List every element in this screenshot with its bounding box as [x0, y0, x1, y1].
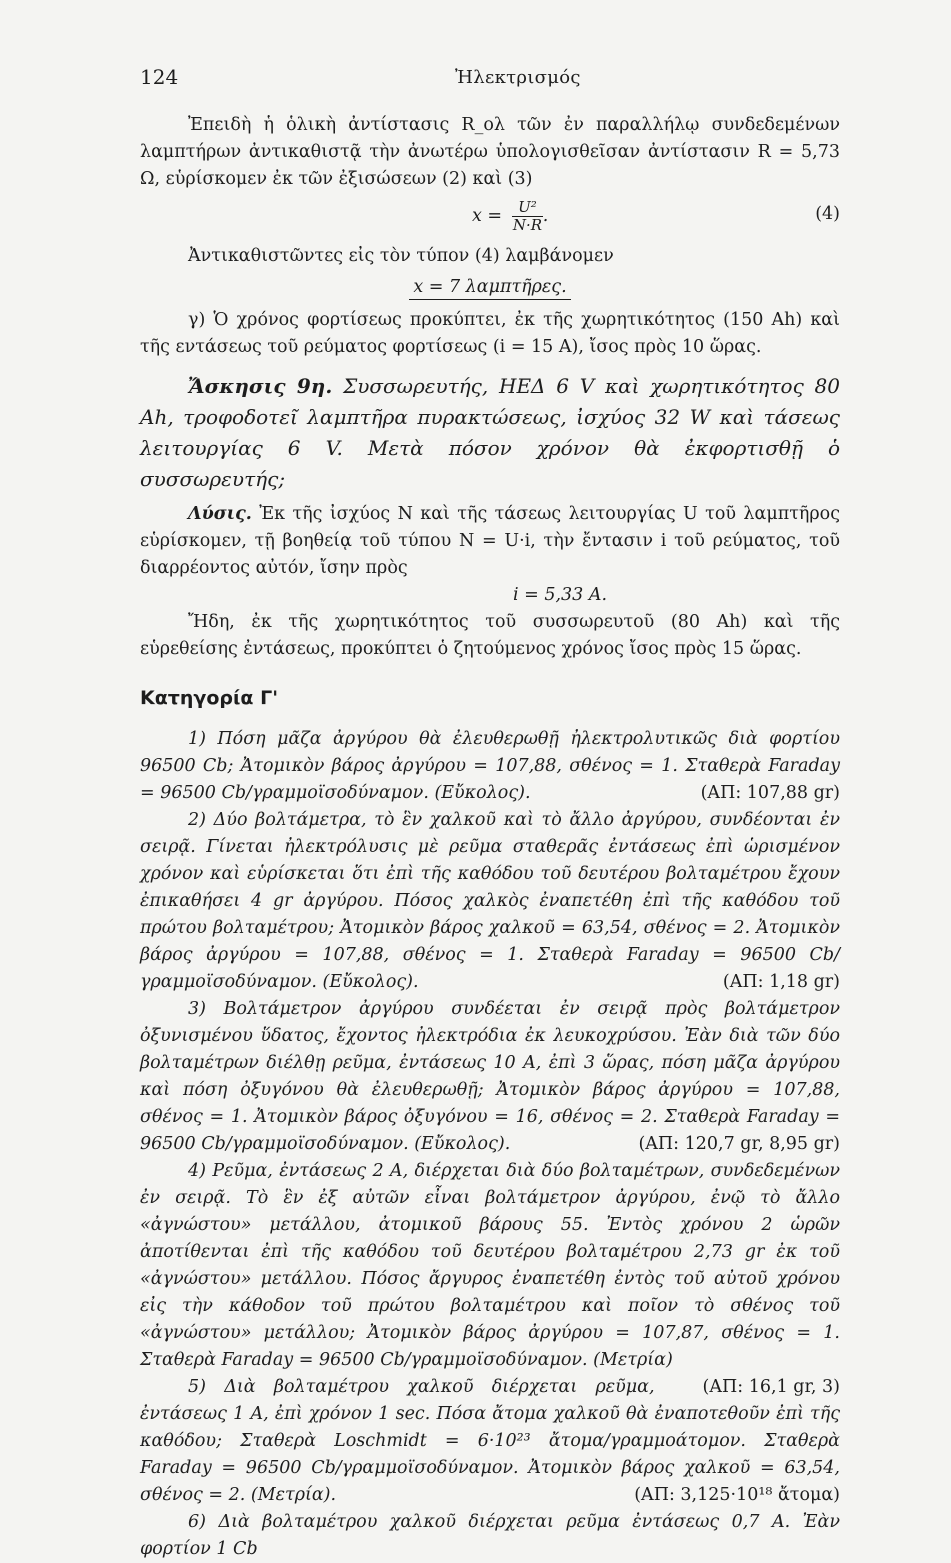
formula	[472, 199, 548, 233]
paragraph-gamma: γ) Ὁ χρόνος φορτίσεως προκύπτει, ἐκ τῆς χωρητικότητος (150 Ah) καὶ τῆς εντάσεως τοῦ ρεύματος φορτίσεως (i = 15 A), ἴσος πρὸς 10 ὥρας.	[140, 310, 840, 357]
formula-lhs: x =	[472, 205, 503, 226]
problem-text: Ρεῦμα, ἐντάσεως 2 A, διέρχεται διὰ δύο βολταμέτρων, συνδεδεμένων ἐν σειρᾷ. Τὸ ἓν ἐξ αὐτῶν εἶναι βολτάμετρον ἀργύρου, ἐνῷ τὸ ἄλλο «ἀγνώστου» μετάλλου, ἀτομικοῦ βάρους 55. Ἐντὸς χρόνου 2 ὡρῶν ἀποτίθενται ἐπὶ τῆς καθόδου τοῦ δευτέρου βολταμέτρου 2,73 gr ἐκ τοῦ «ἀγνώστου» μετάλλου. Πόσος ἄργυρος ἐναπετέθη ἐντὸς τοῦ αὐτοῦ χρόνου εἰς τὴν κάθοδον τοῦ πρώτου βολταμέτρου καὶ ποῖον τὸ σθένος τοῦ «ἀγνώστου» μετάλλου; Ἀτομικὸν βάρος ἀργύρου = 107,87, σθένος = 1. Σταθερὰ Faraday = 96500 Cb/γραμμοϊσοδύναμον. (Μετρία)	[140, 1161, 840, 1370]
exercise-heading: Ἄσκησις 9η.	[188, 374, 333, 398]
exercise-9	[140, 371, 840, 495]
problem-number: 2)	[188, 810, 206, 830]
running-title: Ἠλεκτρισμός	[455, 67, 581, 88]
page-number: 124	[140, 65, 179, 89]
problem-number: 3)	[188, 999, 206, 1019]
solution-label: Λύσις.	[188, 504, 252, 524]
formula-fraction	[512, 199, 543, 233]
solution-conclusion: Ἤδη, ἐκ τῆς χωρητικότητος τοῦ συσσωρευτοῦ (80 Ah) καὶ τῆς εὑρεθείσης ἐντάσεως, προκύπτει ὁ ζητούμενος χρόνος ἴσος πρὸς 15 ὥρας.	[140, 612, 840, 659]
solution-equation: i = 5,33 A.	[512, 585, 608, 605]
problem-answer: (ΑΠ: 16,1 gr, 3)	[702, 1377, 840, 1397]
problem-answer: (ΑΠ: 1,18 gr)	[722, 972, 840, 992]
intro-paragraph: Ἐπειδὴ ἡ ὁλικὴ ἀντίστασις R_ολ τῶν ἐν παραλλήλῳ συνδεδεμένων λαμπτήρων ἀντικαθιστᾷ τὴν ἀνωτέρω ὑπολογισθεῖσαν ἀντίστασιν R = 5,73 Ω, εὑρίσκομεν ἐκ τῶν ἐξισώσεων (2) καὶ (3)	[140, 115, 840, 189]
problem-number: 4)	[188, 1161, 206, 1181]
problem-text: Πόση μᾶζα ἀργύρου θὰ ἐλευθερωθῇ ἠλεκτρολυτικῶς διὰ φορτίου 96500 Cb; Ἀτομικὸν βάρος ἀργύρου = 107,88, σθένος = 1. Σταθερὰ Faraday = 96500 Cb/γραμμοϊσοδύναμον. (Εὔκολος).	[140, 729, 840, 803]
result-line	[140, 274, 840, 301]
result-text: x = 7 λαμπτῆρες.	[409, 277, 570, 300]
problem-number: 6)	[188, 1512, 206, 1532]
problem-item	[140, 726, 840, 807]
problem-number: 5)	[188, 1377, 206, 1397]
problem-answer: (ΑΠ: 120,7 gr, 8,95 gr)	[638, 1134, 840, 1154]
category-title: Κατηγορία Γ'	[140, 687, 279, 709]
exercise-text: Συσσωρευτής, ΗΕΔ 6 V καὶ χωρητικότητος 80 Ah, τροφοδοτεῖ λαμπτῆρα πυρακτώσεως, ἰσχύος 32 W καὶ τάσεως λειτουργίας 6 V. Μετὰ πόσον χρόνον θὰ ἐκφορτισθῇ ὁ συσσωρευτής;	[140, 374, 840, 491]
problem-item	[140, 807, 840, 996]
formula-denominator: N·R	[512, 216, 543, 234]
formula-numerator: U²	[512, 199, 543, 217]
problem-item	[140, 1158, 840, 1397]
problem-item	[140, 996, 840, 1158]
problem-text: Διὰ βολταμέτρου χαλκοῦ διέρχεται ρεῦμα, ἐντάσεως 1 A, ἐπὶ χρόνον 1 sec. Πόσα ἄτομα χαλκοῦ θὰ ἐναποτεθοῦν ἐπὶ τῆς καθόδου; Σταθερὰ Loschmidt = 6·10²³ ἄτομα/γραμμοάτομον. Σταθερὰ Faraday = 96500 Cb/γραμμοϊσοδύναμον. Ἀτομικὸν βάρος χαλκοῦ = 63,54, σθένος = 2. (Μετρία).	[140, 1377, 840, 1505]
page-body	[140, 112, 840, 1563]
solution-text: Ἐκ τῆς ἰσχύος N καὶ τῆς τάσεως λειτουργίας U τοῦ λαμπτῆρος εὑρίσκομεν, τῇ βοηθείᾳ τοῦ τύπου N = U·i, τὴν ἔντασιν i τοῦ ρεύματος, τοῦ διαρρέοντος αὐτόν, ἴσην πρὸς	[140, 504, 840, 578]
problem-answer: (ΑΠ: 107,88 gr)	[700, 783, 840, 803]
formula-block	[140, 195, 840, 239]
formula-trail: .	[542, 205, 549, 226]
problem-number: 1)	[188, 729, 206, 749]
problem-text: Διὰ βολταμέτρου χαλκοῦ διέρχεται ρεῦμα ἐντάσεως 0,7 A. Ἐὰν φορτίον 1 Cb	[140, 1512, 840, 1559]
problem-text: Δύο βολτάμετρα, τὸ ἓν χαλκοῦ καὶ τὸ ἄλλο ἀργύρου, συνδέονται ἐν σειρᾷ. Γίνεται ἠλεκτρόλυσις μὲ ρεῦμα σταθερᾶς ἐντάσεως ἐπὶ ὡρισμένον χρόνον καὶ εὑρίσκεται ὅτι ἐπὶ τῆς καθόδου τοῦ δευτέρου βολταμέτρου ἔχουν ἐπικαθήσει 4 gr ἀργύρου. Πόσος χαλκὸς ἐναπετέθη ἐπὶ τῆς καθόδου τοῦ πρώτου βολταμέτρου; Ἀτομικὸν βάρος χαλκοῦ = 63,54, σθένος = 2. Ἀτομικὸν βάρος ἀργύρου = 107,88, σθένος = 1. Σταθερὰ Faraday = 96500 Cb/γραμμοϊσοδύναμον. (Εὔκολος).	[140, 810, 840, 992]
substitution-text: Ἀντικαθιστῶντες εἰς τὸν τύπον (4) λαμβάνομεν	[188, 246, 614, 266]
solution-paragraph	[140, 501, 840, 582]
problem-item	[140, 1509, 840, 1563]
problem-text: Βολτάμετρον ἀργύρου συνδέεται ἐν σειρᾷ πρὸς βολτάμετρον ὀξυνισμένου ὕδατος, ἔχοντος ἠλεκτρόδια ἐκ λευκοχρύσου. Ἐὰν διὰ τῶν δύο βολταμέτρων διέλθῃ ρεῦμα, ἐντάσεως 10 A, ἐπὶ 3 ὥρας, πόση μᾶζα ἀργύρου καὶ πόση ὀξυγόνου θὰ ἐλευθερωθῇ; Ἀτομικὸν βάρος ἀργύρου = 107,88, σθένος = 1. Ἀτομικὸν βάρος ὀξυγόνου = 16, σθένος = 2. Σταθερὰ Faraday = 96500 Cb/γραμμοϊσοδύναμον. (Εὔκολος).	[140, 999, 840, 1154]
problem-answer: (ΑΠ: 3,125·10¹⁸ ἄτομα)	[634, 1485, 840, 1505]
page-header	[140, 64, 840, 94]
equation-number: (4)	[815, 204, 840, 224]
